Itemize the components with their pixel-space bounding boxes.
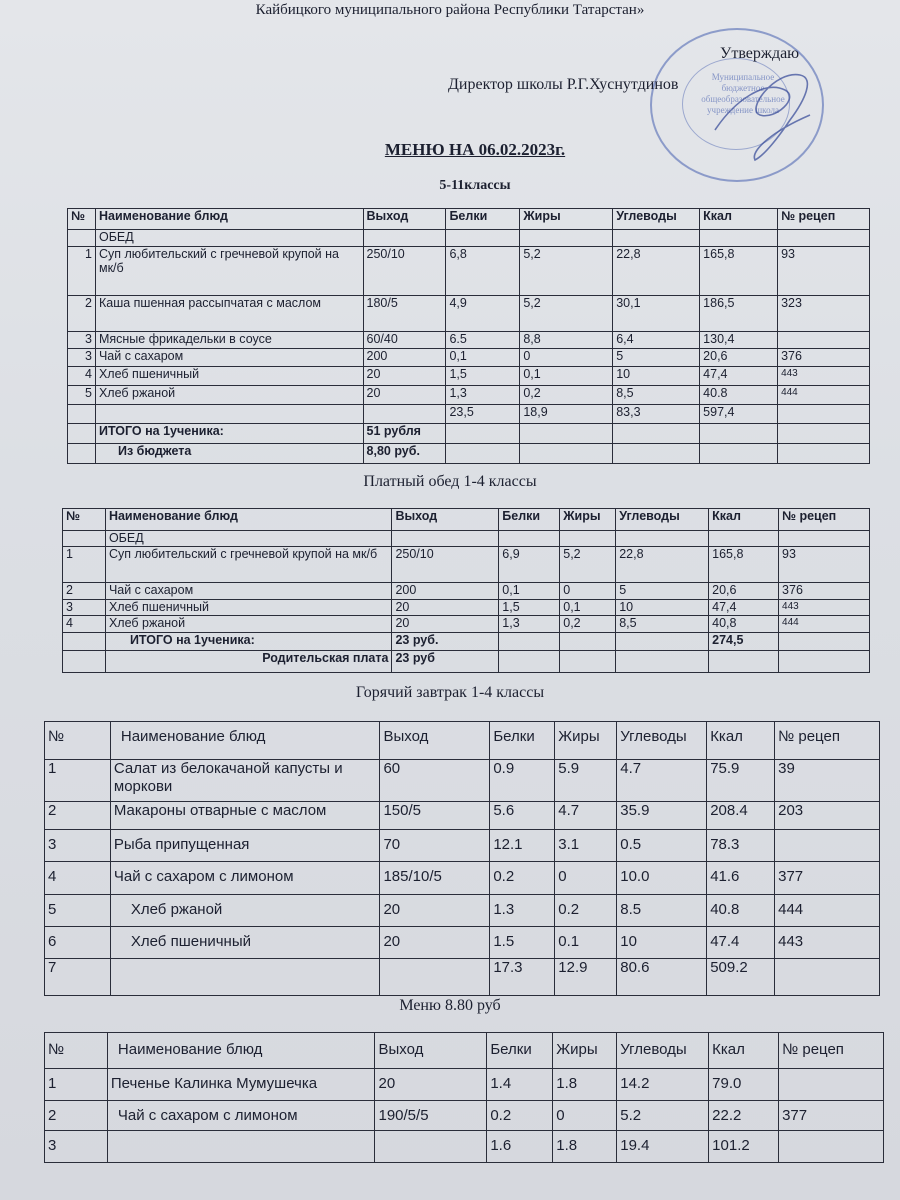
cell: 185/10/5: [380, 862, 490, 895]
cell: [380, 959, 490, 996]
table-header-row: [45, 722, 880, 760]
table-row: [45, 927, 880, 959]
cell: 47,4: [709, 600, 779, 616]
header-cell: Наименование блюд: [107, 1033, 375, 1069]
cell: 8,5: [613, 386, 700, 405]
table-row: [68, 386, 870, 405]
cell: 5: [45, 895, 111, 927]
cell: 203: [775, 802, 880, 830]
cell: 4.7: [555, 802, 617, 830]
table-row: [45, 1069, 884, 1101]
cell: 6.5: [446, 332, 520, 349]
cell: 5: [613, 349, 700, 367]
cell: 5,2: [520, 247, 613, 296]
cell: 0,1: [520, 367, 613, 386]
cell: 5.2: [617, 1101, 709, 1131]
menu-table-880: [44, 1032, 884, 1163]
cell: 1: [45, 760, 111, 802]
cell: [107, 1131, 375, 1163]
cell: 40.8: [700, 386, 778, 405]
cell: 60/40: [363, 332, 446, 349]
cell: 41.6: [707, 862, 775, 895]
cell: 0.2: [487, 1101, 553, 1131]
cell: 20: [392, 616, 499, 633]
cell: 2: [45, 1101, 108, 1131]
cell: Печенье Калинка Мумушечка: [107, 1069, 375, 1101]
cell: 443: [779, 600, 870, 616]
cell: 444: [779, 616, 870, 633]
cell: 93: [778, 247, 870, 296]
cell: 376: [779, 583, 870, 600]
cell: 10: [616, 600, 709, 616]
total-cell: 597,4: [700, 405, 778, 424]
section-title-paid-lunch: Платный обед 1-4 классы: [363, 473, 537, 490]
cell: 1: [68, 247, 96, 296]
cell: 0.9: [490, 760, 555, 802]
cell: Чай с сахаром: [105, 583, 392, 600]
cell: Чай с сахаром с лимоном: [107, 1101, 375, 1131]
header-cell: № рецеп: [779, 509, 870, 531]
total-cell: 101.2: [709, 1131, 779, 1163]
cell: 5: [68, 386, 96, 405]
cell: 2: [45, 802, 111, 830]
section-title-menu-880: Меню 8.80 руб: [399, 997, 501, 1014]
cell: 377: [775, 862, 880, 895]
approved-label: Утверждаю: [720, 45, 800, 62]
itogo-label: ИТОГО на 1ученика:: [95, 424, 363, 444]
cell: 1,5: [499, 600, 560, 616]
cell: Суп любительский с гречневой крупой на мк/б: [95, 247, 363, 296]
cell: 0.5: [617, 830, 707, 862]
cell: 3: [63, 600, 106, 616]
cell: 22.2: [709, 1101, 779, 1131]
cell: 376: [778, 349, 870, 367]
cell: 443: [775, 927, 880, 959]
cell: 1.4: [487, 1069, 553, 1101]
menu-title: МЕНЮ НА 06.02.2023г.: [384, 140, 566, 159]
cell: 20,6: [700, 349, 778, 367]
cell: 3: [45, 830, 111, 862]
cell: 78.3: [707, 830, 775, 862]
cell: 5.6: [490, 802, 555, 830]
itogo-value: 51 рубля: [363, 424, 446, 444]
cell: 75.9: [707, 760, 775, 802]
cell: [779, 1131, 884, 1163]
cell: Каша пшенная рассыпчатая с маслом: [95, 296, 363, 332]
cell: Хлеб пшеничный: [110, 927, 380, 959]
total-cell: 80.6: [617, 959, 707, 996]
cell: 0,1: [446, 349, 520, 367]
cell: [778, 332, 870, 349]
cell: [775, 830, 880, 862]
header-cell: Белки: [446, 209, 520, 230]
menu-table-hot-breakfast: [44, 721, 880, 996]
parent-fee-row: [63, 651, 870, 673]
organization-line: Кайбицкого муниципального района Республики Татарстан»: [255, 2, 645, 18]
header-cell: №: [45, 722, 111, 760]
cell: 2: [63, 583, 106, 600]
cell: 150/5: [380, 802, 490, 830]
cell: 1,3: [499, 616, 560, 633]
total-cell: 1.8: [553, 1131, 617, 1163]
director-line: Директор школы Р.Г.Хуснутдинов: [448, 76, 679, 93]
cell: 4: [45, 862, 111, 895]
section-title-hot-breakfast: Горячий завтрак 1-4 классы: [355, 684, 545, 701]
cell: 8.5: [617, 895, 707, 927]
cell: 0,1: [560, 600, 616, 616]
cell: 2: [68, 296, 96, 332]
cell: 443: [778, 367, 870, 386]
cell: 0,2: [520, 386, 613, 405]
cell: 250/10: [392, 547, 499, 583]
cell: 14.2: [617, 1069, 709, 1101]
cell: 20: [380, 895, 490, 927]
total-cell: 83,3: [613, 405, 700, 424]
totals-row: [45, 959, 880, 996]
cell: 40.8: [707, 895, 775, 927]
header-cell: Углеводы: [616, 509, 709, 531]
itogo-row: [63, 633, 870, 651]
cell: 1.8: [553, 1069, 617, 1101]
cell: 20: [363, 367, 446, 386]
section-row: [63, 531, 870, 547]
cell: 130,4: [700, 332, 778, 349]
parent-fee-label: Родительская плата: [105, 651, 392, 673]
cell: 0,2: [560, 616, 616, 633]
section-label: ОБЕД: [95, 230, 363, 247]
menu-table-paid-lunch: [62, 508, 870, 673]
budget-label: Из бюджета: [95, 444, 363, 464]
budget-row: [68, 444, 870, 464]
itogo-row: [68, 424, 870, 444]
cell: 22,8: [613, 247, 700, 296]
header-cell: Выход: [380, 722, 490, 760]
header-cell: №: [63, 509, 106, 531]
cell: 186,5: [700, 296, 778, 332]
cell: [775, 959, 880, 996]
cell: 47.4: [707, 927, 775, 959]
header-cell: Выход: [375, 1033, 487, 1069]
cell: 6: [45, 927, 111, 959]
cell: 1.3: [490, 895, 555, 927]
cell: 10.0: [617, 862, 707, 895]
table-header-row: [63, 509, 870, 531]
cell: 1: [63, 547, 106, 583]
cell: 5.9: [555, 760, 617, 802]
header-cell: №: [68, 209, 96, 230]
header-cell: №: [45, 1033, 108, 1069]
table-row: [63, 547, 870, 583]
cell: Чай с сахаром: [95, 349, 363, 367]
table-header-row: [68, 209, 870, 230]
cell: [375, 1131, 487, 1163]
table-row: [45, 760, 880, 802]
section-label: ОБЕД: [105, 531, 392, 547]
header-cell: Выход: [363, 209, 446, 230]
cell: 377: [779, 1101, 884, 1131]
cell: 0: [553, 1101, 617, 1131]
header-cell: Ккал: [707, 722, 775, 760]
cell: [110, 959, 380, 996]
stamp-text: Муниципальное бюджетное общеобразовательное учреждение школа: [701, 72, 785, 115]
header-cell: Ккал: [700, 209, 778, 230]
header-cell: № рецеп: [778, 209, 870, 230]
total-cell: 23,5: [446, 405, 520, 424]
table-row: [45, 895, 880, 927]
cell: 0.2: [490, 862, 555, 895]
cell: Хлеб ржаной: [110, 895, 380, 927]
section-row: [68, 230, 870, 247]
cell: 4,9: [446, 296, 520, 332]
itogo-value: 23 руб.: [392, 633, 499, 651]
header-cell: Белки: [487, 1033, 553, 1069]
cell: 1,5: [446, 367, 520, 386]
cell: 10: [613, 367, 700, 386]
total-cell: 19.4: [617, 1131, 709, 1163]
total-cell: 1.6: [487, 1131, 553, 1163]
header-cell: Ккал: [709, 1033, 779, 1069]
total-cell: 18,9: [520, 405, 613, 424]
table-row: [63, 600, 870, 616]
table-row: [68, 247, 870, 296]
header-cell: Ккал: [709, 509, 779, 531]
cell: 1: [45, 1069, 108, 1101]
cell: 8,8: [520, 332, 613, 349]
cell: 190/5/5: [375, 1101, 487, 1131]
cell: 4: [68, 367, 96, 386]
cell: 12.1: [490, 830, 555, 862]
cell: Хлеб пшеничный: [105, 600, 392, 616]
header-cell: Углеводы: [617, 1033, 709, 1069]
cell: 200: [392, 583, 499, 600]
cell: 3: [68, 332, 96, 349]
table-row: [68, 349, 870, 367]
cell: 1,3: [446, 386, 520, 405]
header-cell: Наименование блюд: [110, 722, 380, 760]
cell: 20: [392, 600, 499, 616]
table-row: [68, 332, 870, 349]
cell: 444: [778, 386, 870, 405]
cell: 20: [363, 386, 446, 405]
header-cell: Наименование блюд: [95, 209, 363, 230]
cell: 60: [380, 760, 490, 802]
cell: 5,2: [560, 547, 616, 583]
cell: 6,8: [446, 247, 520, 296]
cell: 5: [616, 583, 709, 600]
cell: Рыба припущенная: [110, 830, 380, 862]
table-header-row: [45, 1033, 884, 1069]
header-cell: Жиры: [560, 509, 616, 531]
cell: 20,6: [709, 583, 779, 600]
header-cell: № рецеп: [775, 722, 880, 760]
cell: 20: [375, 1069, 487, 1101]
cell: 3: [45, 1131, 108, 1163]
table-row: [45, 1101, 884, 1131]
header-cell: № рецеп: [779, 1033, 884, 1069]
cell: 165,8: [709, 547, 779, 583]
header-cell: Наименование блюд: [105, 509, 392, 531]
cell: 323: [778, 296, 870, 332]
cell: 180/5: [363, 296, 446, 332]
cell: 0.2: [555, 895, 617, 927]
header-cell: Жиры: [520, 209, 613, 230]
cell: 208.4: [707, 802, 775, 830]
cell: Суп любительский с гречневой крупой на мк/б: [105, 547, 392, 583]
cell: 0: [560, 583, 616, 600]
cell: 40,8: [709, 616, 779, 633]
cell: Мясные фрикадельки в соусе: [95, 332, 363, 349]
budget-value: 8,80 руб.: [363, 444, 446, 464]
menu-table-5-11: [67, 208, 870, 464]
cell: Хлеб ржаной: [105, 616, 392, 633]
cell: 47,4: [700, 367, 778, 386]
total-cell: 509.2: [707, 959, 775, 996]
cell: 165,8: [700, 247, 778, 296]
table-row: [45, 802, 880, 830]
cell: 5,2: [520, 296, 613, 332]
cell: 39: [775, 760, 880, 802]
itogo-kcal: 274,5: [709, 633, 779, 651]
table-row: [63, 583, 870, 600]
cell: 3: [68, 349, 96, 367]
cell: 444: [775, 895, 880, 927]
cell: 1.5: [490, 927, 555, 959]
table-row: [68, 296, 870, 332]
cell: Макароны отварные с маслом: [110, 802, 380, 830]
header-cell: Углеводы: [617, 722, 707, 760]
cell: 20: [380, 927, 490, 959]
cell: Хлеб ржаной: [95, 386, 363, 405]
total-cell: 12.9: [555, 959, 617, 996]
cell: 0: [520, 349, 613, 367]
header-cell: Жиры: [553, 1033, 617, 1069]
totals-row: [45, 1131, 884, 1163]
header-cell: Белки: [490, 722, 555, 760]
table-row: [68, 367, 870, 386]
cell: 30,1: [613, 296, 700, 332]
grades-subtitle: 5-11классы: [439, 178, 511, 193]
cell: 8,5: [616, 616, 709, 633]
cell: 4.7: [617, 760, 707, 802]
header-cell: Выход: [392, 509, 499, 531]
cell: 7: [45, 959, 111, 996]
cell: 0: [555, 862, 617, 895]
total-cell: 17.3: [490, 959, 555, 996]
itogo-label: ИТОГО на 1ученика:: [105, 633, 392, 651]
cell: Салат из белокачаной капусты и моркови: [110, 760, 380, 802]
cell: 93: [779, 547, 870, 583]
cell: 10: [617, 927, 707, 959]
cell: Чай с сахаром с лимоном: [110, 862, 380, 895]
parent-fee-value: 23 руб: [392, 651, 499, 673]
cell: 6,4: [613, 332, 700, 349]
cell: [779, 1069, 884, 1101]
cell: 3.1: [555, 830, 617, 862]
cell: 0.1: [555, 927, 617, 959]
cell: 35.9: [617, 802, 707, 830]
table-row: [63, 616, 870, 633]
totals-row: [68, 405, 870, 424]
cell: 79.0: [709, 1069, 779, 1101]
table-row: [45, 830, 880, 862]
header-cell: Белки: [499, 509, 560, 531]
cell: 250/10: [363, 247, 446, 296]
cell: 200: [363, 349, 446, 367]
cell: 6,9: [499, 547, 560, 583]
header-cell: Углеводы: [613, 209, 700, 230]
cell: 0,1: [499, 583, 560, 600]
cell: 4: [63, 616, 106, 633]
cell: Хлеб пшеничный: [95, 367, 363, 386]
cell: 22,8: [616, 547, 709, 583]
table-row: [45, 862, 880, 895]
header-cell: Жиры: [555, 722, 617, 760]
cell: 70: [380, 830, 490, 862]
